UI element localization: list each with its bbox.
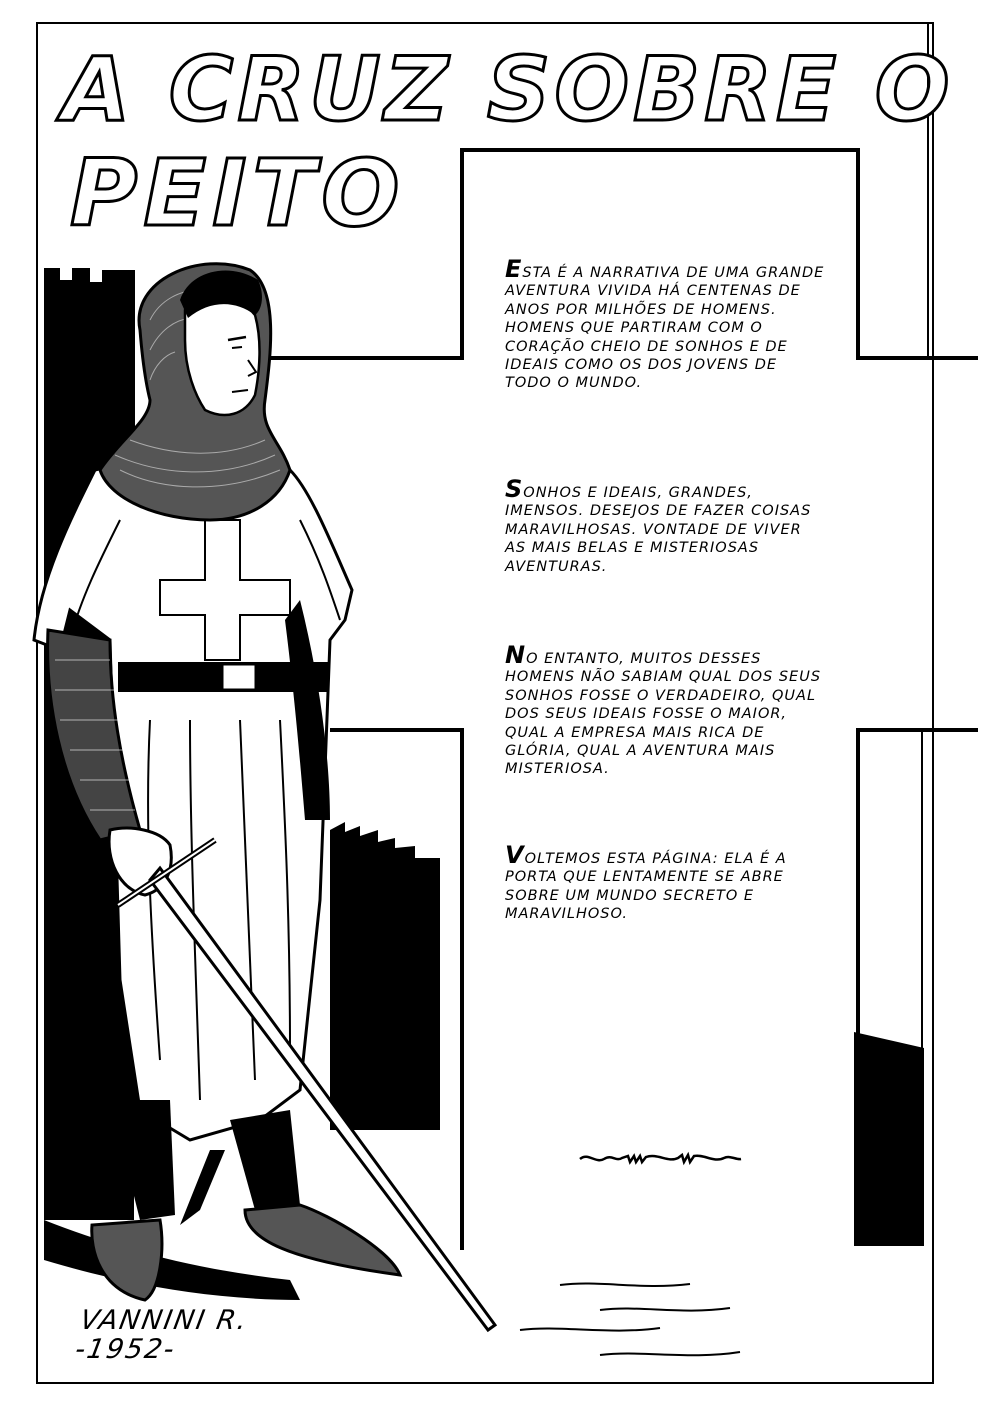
signature-name: VANNINI R. bbox=[77, 1305, 251, 1336]
paragraph-2-text: ONHOS E IDEAIS, GRANDES, IMENSOS. DESEJOS DE FAZER COISAS MARAVILHOSAS. VONTADE DE VIVER AS MAIS BELAS E MISTERIOSAS AVENTURAS. bbox=[505, 485, 812, 575]
title-line-2: PEITO bbox=[70, 140, 406, 247]
paragraph-3 bbox=[505, 641, 825, 779]
paragraph-4-initial: V bbox=[505, 841, 525, 869]
paragraph-4 bbox=[505, 841, 825, 924]
title-line-1: A CRUZ SOBRE O bbox=[62, 38, 954, 141]
paragraph-3-text: O ENTANTO, MUITOS DESSES HOMENS NÃO SABIAM QUAL DOS SEUS SONHOS FOSSE O VERDADEIRO, QUAL DOS SEUS IDEAIS FOSSE O MAIOR, QUAL A EMPRESA MAIS RICA DE GLÓRIA, QUAL A AVENTURA MAIS MISTERIOSA. bbox=[505, 651, 822, 778]
paragraph-3-initial: N bbox=[505, 641, 527, 669]
paragraph-2 bbox=[505, 475, 825, 576]
paragraph-1-text: STA É A NARRATIVA DE UMA GRANDE AVENTURA VIVIDA HÁ CENTENAS DE ANOS POR MILHÕES DE HOMENS. HOMENS QUE PARTIRAM COM O CORAÇÃO CHEIO DE SONHOS E DE IDEAIS COMO OS DOS JOVENS DE TODO O MUNDO. bbox=[505, 265, 825, 392]
paragraph-1-initial: E bbox=[505, 255, 523, 283]
artist-signature bbox=[73, 1306, 251, 1364]
flourish-divider bbox=[578, 1148, 743, 1170]
paragraph-2-initial: S bbox=[505, 475, 524, 503]
paragraph-4-text: OLTEMOS ESTA PÁGINA: ELA É A PORTA QUE LENTAMENTE SE ABRE SOBRE UM MUNDO SECRETO E MARAVILHOSO. bbox=[505, 851, 787, 923]
signature-year: -1952- bbox=[72, 1334, 179, 1365]
castle-wall-right bbox=[330, 822, 440, 1130]
paragraph-1 bbox=[505, 255, 825, 393]
